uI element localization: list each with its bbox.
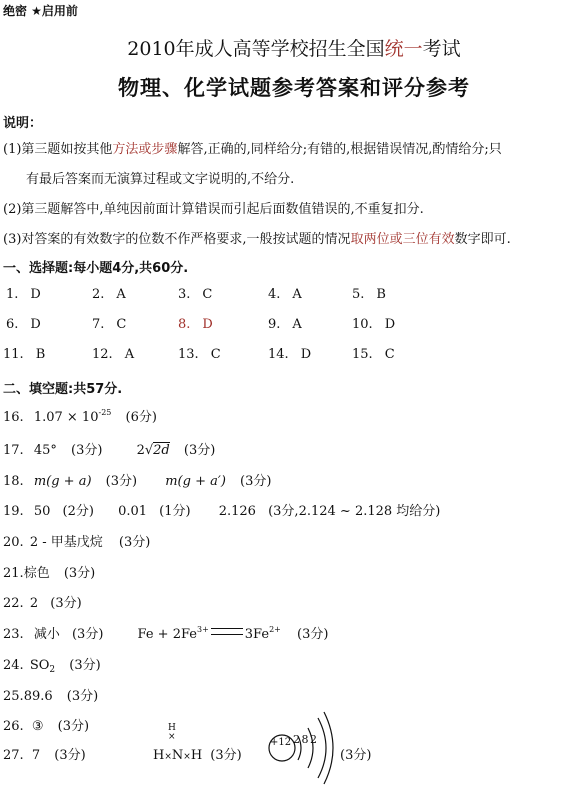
nh3-top-cross: ×	[168, 732, 176, 742]
q25-row	[3, 685, 98, 704]
q16-value: 1.07 × 10	[33, 410, 99, 425]
mc-answer-item	[92, 287, 126, 302]
q23-charge-1: 3+	[196, 625, 209, 634]
q17-answer-2-coef: 2	[136, 443, 145, 458]
mc-question-number: 12.	[92, 347, 113, 362]
note-1-line2: 有最后答案而无演算过程或文字说明的,不给分.	[26, 172, 295, 187]
q23-equation-right: 3Fe	[244, 627, 270, 642]
q23-equation-left: Fe + 2Fe	[137, 627, 197, 642]
nh3-top-h: H	[168, 723, 176, 733]
q18-score-1: (3分)	[105, 474, 138, 489]
mc-question-number: 7.	[92, 317, 105, 332]
section2-heading: 二、填空题:共57分.	[3, 382, 123, 397]
q17-score-1: (3分)	[71, 443, 103, 458]
nh3-dot-cross-icon: ×	[164, 752, 172, 762]
q27-score-2: (3分)	[210, 748, 242, 763]
q19-answer-2: 0.01	[118, 504, 148, 519]
shell-arc-4	[324, 712, 333, 784]
mc-question-number: 3.	[178, 287, 191, 302]
q27-answer: 7	[31, 748, 41, 763]
q18-row	[3, 470, 271, 489]
q19-row	[3, 500, 440, 519]
q18-answer-2: m(g + a′)	[165, 474, 226, 489]
mc-question-number: 13.	[178, 347, 199, 362]
mc-question-number: 9.	[268, 317, 281, 332]
q21-score: (3分)	[63, 566, 96, 581]
mc-question-number: 15.	[352, 347, 373, 362]
notes-heading: 说明：	[3, 116, 43, 131]
q18-number: 18.	[3, 474, 24, 489]
mc-question-number: 2.	[92, 287, 105, 302]
q19-score-3: (3分,2.124 ~ 2.128 均给分)	[268, 504, 441, 519]
q18-answer-1: m(g + a)	[33, 474, 92, 489]
q17-row	[3, 439, 215, 458]
note-3	[3, 228, 511, 247]
sqrt-icon: √	[144, 443, 154, 458]
note-1-part-c: 解答,正确的,同样给分;有错的,根据错误情况,酌情给分;只	[177, 142, 502, 157]
answer-key-title: 物理、化学试题参考答案和评分参考	[118, 76, 470, 100]
q19-score-1: (2分)	[62, 504, 94, 519]
mc-answer-letter: A	[292, 287, 302, 302]
mc-answer-item	[178, 317, 213, 332]
mc-answer-item	[178, 347, 221, 362]
q19-number: 19.	[3, 504, 24, 519]
mc-question-number: 5.	[352, 287, 365, 302]
mc-answer-item	[6, 287, 41, 302]
shell-arc-3	[318, 718, 326, 778]
mc-answer-item	[352, 347, 395, 362]
mc-answer-letter: A	[292, 317, 302, 332]
q25-number: 25.	[3, 689, 24, 704]
note-1-part-a: (1)第三题如按其他	[3, 142, 113, 157]
q25-score: (3分)	[66, 689, 99, 704]
q24-row	[3, 654, 101, 675]
q21-number: 21.	[3, 566, 24, 581]
q24-number: 24.	[3, 658, 24, 673]
nh3-left-h: H	[153, 748, 165, 763]
q27-row	[3, 744, 86, 763]
q23-number: 23.	[3, 627, 24, 642]
mc-answer-letter: D	[300, 347, 312, 362]
nh3-right-h: H	[190, 748, 203, 763]
mc-answer-item	[92, 347, 134, 362]
q17-answer-1: 45°	[33, 443, 57, 458]
mc-answer-letter: B	[35, 347, 46, 362]
mc-answer-letter: C	[116, 317, 127, 332]
mc-question-number: 4.	[268, 287, 281, 302]
q20-row	[3, 531, 150, 550]
q21-row	[3, 562, 95, 581]
q19-answer-1: 50	[33, 504, 51, 519]
q26-score: (3分)	[57, 719, 90, 734]
mc-question-number: 1.	[6, 287, 19, 302]
q24-score: (3分)	[69, 658, 101, 673]
q16-exponent: -25	[98, 408, 112, 417]
q16-score: (6分)	[125, 410, 157, 425]
mc-question-number: 11.	[3, 347, 24, 362]
q24-subscript: 2	[49, 665, 56, 675]
title-part-b: 统一	[384, 38, 423, 60]
mc-question-number: 14.	[268, 347, 289, 362]
q26-answer: ③	[31, 719, 44, 734]
mc-answer-item	[268, 287, 302, 302]
q19-score-2: (1分)	[159, 504, 191, 519]
q17-answer-2-radicand: 2d	[153, 443, 170, 458]
title-part-a: 2010年成人高等学校招生全国	[127, 38, 385, 60]
note-3-part-c: 数字即可.	[454, 232, 511, 247]
mc-answer-letter: C	[384, 347, 395, 362]
mc-answer-letter: D	[30, 317, 41, 332]
mc-answer-letter: C	[202, 287, 213, 302]
q21-answer: 棕色	[23, 566, 50, 581]
q20-number: 20.	[3, 535, 24, 550]
note-1	[3, 138, 502, 157]
mc-answer-item	[352, 287, 386, 302]
q23-charge-2: 2+	[269, 625, 281, 634]
mc-answer-letter: A	[116, 287, 126, 302]
note-3-part-b: 取两位或三位有效	[350, 232, 455, 247]
mc-answer-letter: C	[210, 347, 221, 362]
q16-row	[3, 406, 157, 425]
nucleus-charge: +12	[270, 737, 292, 748]
q16-number: 16.	[3, 410, 24, 425]
q23-row	[3, 623, 328, 642]
nh3-formula	[153, 744, 242, 763]
q26-number: 26.	[3, 719, 24, 734]
mc-answer-item	[92, 317, 126, 332]
mc-answer-letter: B	[376, 287, 386, 302]
q23-score-2: (3分)	[297, 627, 329, 642]
electron-shells: 2 8 2	[293, 733, 316, 746]
note-1-part-b: 方法或步骤	[112, 142, 178, 157]
exam-title	[0, 34, 588, 61]
mc-answer-letter: D	[202, 317, 213, 332]
q26-row	[3, 715, 89, 734]
note-3-part-a: (3)对答案的有效数字的位数不作严格要求,一般按试题的情况	[3, 232, 351, 247]
q23-score-1: (3分)	[71, 627, 104, 642]
mc-answer-letter: D	[384, 317, 396, 332]
mc-answer-item	[268, 347, 311, 362]
equals-arrow-icon	[211, 628, 243, 635]
q24-answer: SO	[29, 658, 50, 673]
q22-score: (3分)	[50, 596, 82, 611]
q27-score-3: (3分)	[340, 748, 372, 763]
note-2: (2)第三题解答中,单纯因前面计算错误而引起后面数值错误的,不重复扣分.	[3, 202, 424, 217]
mc-answer-item	[3, 347, 45, 362]
mc-question-number: 6.	[6, 317, 19, 332]
section1-heading: 一、选择题:每小题4分,共60分.	[3, 261, 189, 276]
mc-question-number: 10.	[352, 317, 373, 332]
mc-answer-letter: A	[124, 347, 135, 362]
mc-answer-item	[268, 317, 302, 332]
q22-answer: 2	[29, 596, 39, 611]
title-part-c: 考试	[422, 38, 461, 60]
q23-answer: 减小	[33, 627, 60, 642]
q18-score-2: (3分)	[240, 474, 272, 489]
nh3-n: N	[171, 748, 184, 763]
q17-number: 17.	[3, 443, 24, 458]
mc-answer-item	[178, 287, 212, 302]
q27-number: 27.	[3, 748, 24, 763]
q19-answer-3: 2.126	[218, 504, 256, 519]
q22-row	[3, 592, 82, 611]
mc-answer-item	[352, 317, 395, 332]
mc-answer-item	[6, 317, 41, 332]
q17-score-2: (3分)	[183, 443, 216, 458]
q27-score-1: (3分)	[54, 748, 86, 763]
q20-answer: 2 - 甲基戊烷	[29, 535, 103, 550]
q25-answer: 89.6	[23, 689, 53, 704]
q22-number: 22.	[3, 596, 24, 611]
nh3-right-cross: ×	[183, 752, 191, 762]
secrecy-mark: 绝密 ★启用前	[3, 4, 78, 18]
mc-answer-letter: D	[30, 287, 41, 302]
mc-question-number: 8.	[178, 317, 191, 332]
q20-score: (3分)	[118, 535, 151, 550]
